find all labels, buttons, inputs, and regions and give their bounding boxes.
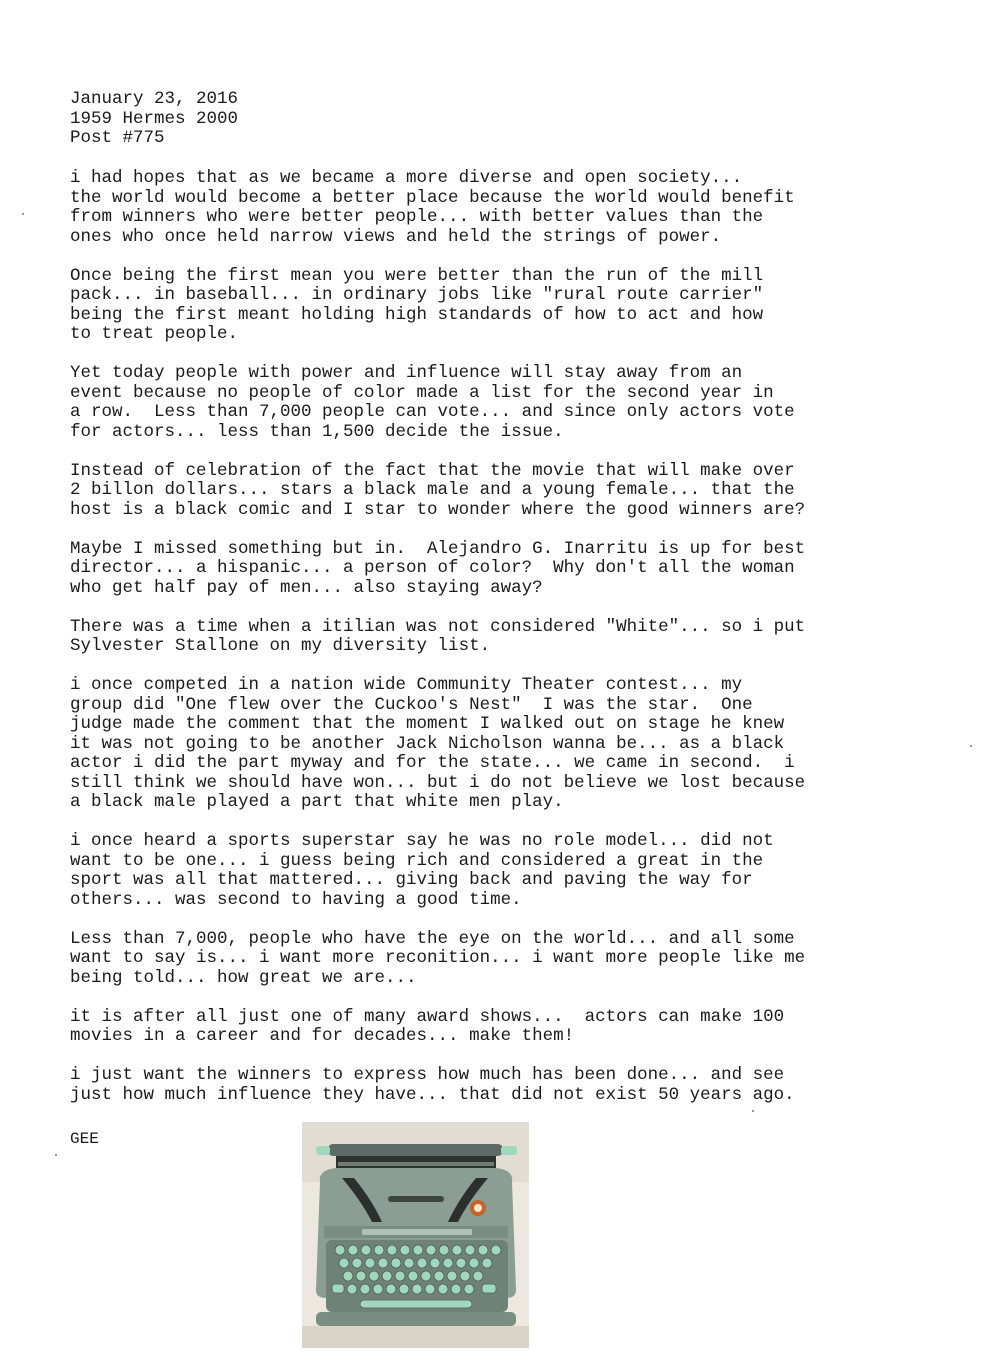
header-typewriter: 1959 Hermes 2000: [70, 108, 239, 129]
text-line: i once competed in a nation wide Community Theater contest... my: [70, 675, 743, 695]
text-line: for actors... less than 1,500 decide the issue.: [70, 421, 564, 442]
text-line: Less than 7,000, people who have the eye on the world... and all some: [70, 928, 795, 949]
paragraph: [70, 540, 970, 599]
letter-body: [70, 169, 970, 1125]
text-line: ones who once held narrow views and held the strings of power.: [70, 226, 722, 247]
text-line: Sylvester Stallone on my diversity list.: [70, 636, 491, 656]
text-line: host is a black comic and I star to wonder where the good winners are?: [70, 499, 806, 520]
text-line: pack... in baseball... in ordinary jobs like "rural route carrier": [70, 285, 764, 305]
text-line: want to be one... i guess being rich and considered a great in the: [70, 850, 764, 871]
text-line: a black male played a part that white men play.: [70, 792, 564, 812]
text-line: others... was second to having a good time.: [70, 889, 522, 910]
text-line: it is after all just one of many award shows... actors can make 100: [70, 1006, 785, 1027]
text-line: want to say is... i want more reconition... i want more people like me: [70, 948, 806, 968]
text-line: i once heard a sports superstar say he was no role model... did not: [70, 831, 774, 851]
text-line: Maybe I missed something but in. Alejandro G. Inarritu is up for best: [70, 538, 806, 559]
text-line: i had hopes that as we became a more diverse and open society...: [70, 168, 743, 188]
text-line: the world would become a better place because the world would benefit: [70, 187, 795, 208]
text-line: i just want the winners to express how much has been done... and see: [70, 1065, 785, 1085]
text-line: being told... how great we are...: [70, 967, 417, 988]
text-line: sport was all that mattered... giving back and paving the way for: [70, 870, 753, 890]
text-line: Instead of celebration of the fact that the movie that will make over: [70, 460, 795, 481]
text-line: Yet today people with power and influence will stay away from an: [70, 363, 743, 383]
text-line: movies in a career and for decades... make them!: [70, 1026, 575, 1046]
text-line: director... a hispanic... a person of color? Why don't all the woman: [70, 558, 795, 578]
signature: GEE: [70, 1130, 99, 1148]
paragraph: [70, 930, 970, 989]
text-line: group did "One flew over the Cuckoo's Nest" I was the star. One: [70, 694, 753, 715]
text-line: event because no people of color made a list for the second year in: [70, 382, 774, 403]
text-line: actor i did the part myway and for the state... we came in second. i: [70, 753, 795, 773]
scan-speck: [55, 1154, 57, 1156]
typewriter-photo: [302, 1122, 529, 1348]
paragraph: [70, 364, 970, 442]
paragraph: [70, 1066, 970, 1105]
text-line: 2 billon dollars... stars a black male and a young female... that the: [70, 480, 795, 500]
scan-speck: [970, 745, 972, 747]
paragraph: [70, 832, 970, 910]
scan-speck: [752, 1110, 754, 1112]
text-line: from winners who were better people... with better values than the: [70, 207, 764, 227]
paragraph: [70, 462, 970, 521]
header-date: January 23, 2016: [70, 89, 239, 109]
text-line: There was a time when a itilian was not considered "White"... so i put: [70, 616, 806, 637]
text-line: to treat people.: [70, 324, 239, 344]
text-line: just how much influence they have... that did not exist 50 years ago.: [70, 1084, 795, 1105]
text-line: still think we should have won... but i do not believe we lost because: [70, 772, 806, 793]
paragraph: [70, 267, 970, 345]
text-line: Once being the first mean you were better than the run of the mill: [70, 265, 764, 286]
text-line: judge made the comment that the moment I walked out on stage he knew: [70, 714, 785, 734]
header-post-number: Post #775: [70, 128, 165, 148]
typewriter-illustration: [302, 1122, 529, 1348]
scan-speck: [22, 213, 24, 215]
letter-header: [70, 90, 238, 149]
paragraph: [70, 618, 970, 657]
text-line: being the first meant holding high standards of how to act and how: [70, 304, 764, 325]
paragraph: [70, 1008, 970, 1047]
text-line: who get half pay of men... also staying away?: [70, 577, 543, 598]
text-line: a row. Less than 7,000 people can vote... and since only actors vote: [70, 402, 795, 422]
paragraph: [70, 169, 970, 247]
paragraph: [70, 676, 970, 813]
text-line: it was not going to be another Jack Nicholson wanna be... as a black: [70, 733, 785, 754]
